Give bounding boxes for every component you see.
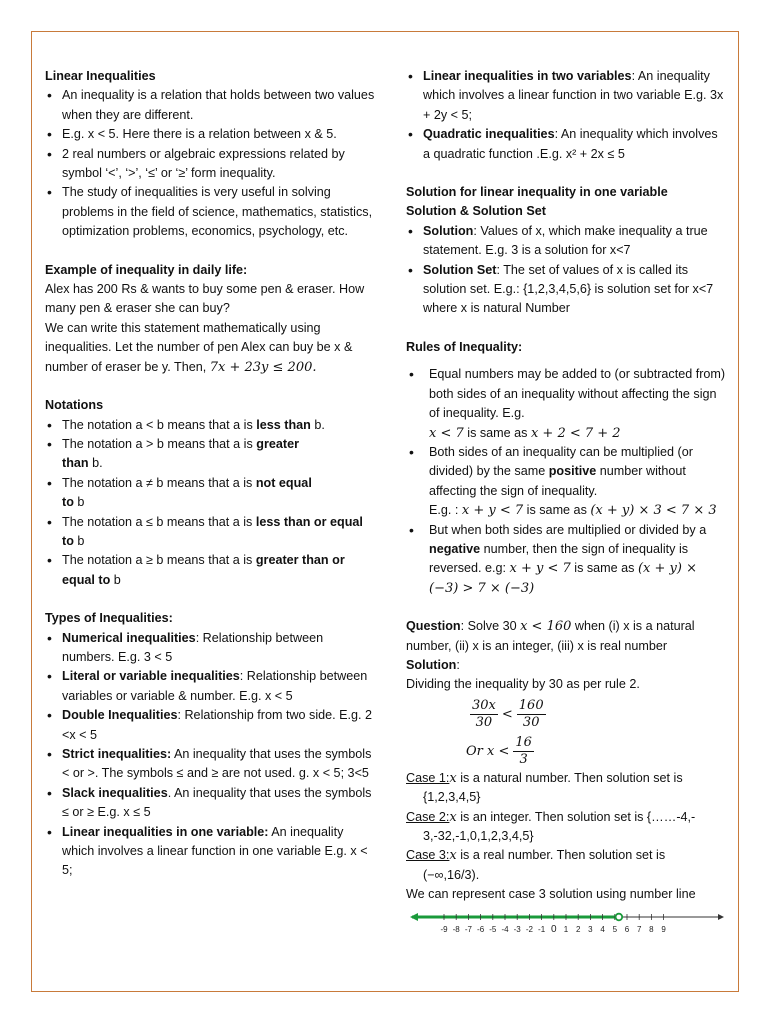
types-title: Types of Inequalities: <box>45 611 173 626</box>
list-item: • Strict inequalities: An inequality that uses the symbols < or >. The symbols ≤ and ≥ are not used. g. x < 5; 3<5 <box>45 745 375 784</box>
arrow-left-icon <box>410 913 418 921</box>
tick-label: -6 <box>477 924 485 934</box>
tick-label: 1 <box>563 924 569 934</box>
list-item: • Numerical inequalities: Relationship between numbers. E.g. 3 < 5 <box>45 629 375 668</box>
tick-label: 2 <box>575 924 581 934</box>
tick-label: 9 <box>661 924 666 934</box>
tick-label: -5 <box>489 924 497 934</box>
tick-label: -8 <box>452 924 460 934</box>
number-line <box>406 909 726 939</box>
case-1: Case 1:x is a natural number. Then solution set is {1,2,3,4,5} <box>406 770 683 805</box>
tick-label: -7 <box>464 924 472 934</box>
example-math: 7x + 23y ≤ 200. <box>209 359 317 375</box>
question-text: Question: Solve 30 x < 160 when (i) x is a natural number, (ii) x is an integer, (iii) x is real number <box>406 619 695 653</box>
list-item: • Solution Set: The set of values of x is called its solution set. E.g.: {1,2,3,4,5,6} is solution set for x<7 where x is natural Number <box>406 261 728 319</box>
fraction: $\frac{16}{3}$ <box>515 735 532 768</box>
tick-label: -1 <box>538 924 546 934</box>
case-2: Case 2:x is an integer. Then solution set is {……-4,- 3,-32,-1,0,1,2,3,4,5} <box>406 809 696 843</box>
represent-text: We can represent case 3 solution using number line <box>406 887 696 902</box>
rules-list <box>406 365 728 598</box>
tick-label: 0 <box>551 923 557 935</box>
list-item: • Quadratic inequalities: An inequality which involves a quadratic function .E.g. x² + 2x ≤ 5 <box>406 125 728 164</box>
tick-label: -4 <box>501 924 509 934</box>
list-item: • Literal or variable inequalities: Relationship between variables or variable & number. E.g. x < 5 <box>45 667 375 706</box>
notations-list <box>45 416 375 591</box>
list-item: • But when both sides are multiplied or divided by a negative number, then the sign of inequality is reversed. e.g: x + y < 7 is same as (x + y) × (−3) > 7 × (−3) <box>406 521 728 599</box>
page-frame <box>31 31 739 992</box>
list-item: • The notation a < b means that a is less than b. <box>45 416 375 435</box>
tick-label: -3 <box>513 924 521 934</box>
tick-label: 6 <box>624 924 630 934</box>
tick-label: -9 <box>440 924 448 934</box>
list-item: • E.g. x < 5. Here there is a relation between x & 5. <box>45 125 375 144</box>
solution-label: Solution: <box>406 657 460 672</box>
example-text-2: We can write this statement mathematically using inequalities. Let the number of pen Alex can buy be x & number of eraser be y. Then, 7x + 23y ≤ 200. <box>45 320 353 375</box>
linear-inequalities-title: Linear Inequalities <box>45 69 156 83</box>
arrow-head-icon <box>718 914 724 920</box>
example-text-1: Alex has 200 Rs & wants to buy some pen & eraser. How many pen & eraser she can buy? <box>45 282 365 316</box>
solution-title-2: Solution & Solution Set <box>406 204 546 219</box>
types-list-continued <box>406 67 728 164</box>
tick-label: 5 <box>612 924 618 934</box>
tick-label: 4 <box>600 924 605 934</box>
list-item: • The notation a ≥ b means that a is greater than or equal to b <box>45 551 375 590</box>
list-item: • An inequality is a relation that holds between two values when they are different. <box>45 86 375 125</box>
list-item: • Linear inequalities in one variable: An inequality which involves a linear function in one variable E.g. x < 5; <box>45 823 375 881</box>
fraction: $\frac{160}{30}$ <box>518 698 544 731</box>
rules-title: Rules of Inequality: <box>406 339 523 354</box>
list-item: • Both sides of an inequality can be multiplied (or divided) by the same positive number without affecting the sign of inequality. E.g. : x + y < 7 is same as (x + y) × 3 < 7 × 3 <box>406 443 728 521</box>
fraction-work: $\frac{30x}{30}$ < $\frac{160}{30}$ Or x < $\frac{16}{3}$ <box>466 698 544 768</box>
linear-inequalities-list <box>45 86 375 241</box>
types-list <box>45 629 375 881</box>
open-circle-marker <box>616 913 623 920</box>
list-item: • Equal numbers may be added to (or subtracted from) both sides of an inequality without affecting the sign of inequality. E.g. x < 7 is same as x + 2 < 7 + 2 <box>406 365 728 443</box>
list-item: • 2 real numbers or algebraic expressions related by symbol ‘<’, ‘>’, ‘≤’ or ‘≥’ form inequality. <box>45 145 375 184</box>
list-item: • The notation a ≤ b means that a is less than or equal to b <box>45 513 375 552</box>
list-item: • The notation a > b means that a is greater than b. <box>45 435 375 474</box>
list-item: • Slack inequalities. An inequality that uses the symbols ≤ or ≥ E.g. x ≤ 5 <box>45 784 375 823</box>
tick-label: 3 <box>588 924 593 934</box>
notations-title: Notations <box>45 398 104 413</box>
divide-text: Dividing the inequality by 30 as per rule 2. <box>406 677 640 692</box>
tick-label: -2 <box>525 924 533 934</box>
solution-title-1: Solution for linear inequality in one variable <box>406 185 668 200</box>
list-item: • Solution: Values of x, which make inequality a true statement. E.g. 3 is a solution for x<7 <box>406 222 728 261</box>
list-item: • Linear inequalities in two variables: An inequality which involves a linear function in two variable E.g. 3x + 2y < 5; <box>406 67 728 125</box>
fraction: $\frac{30x}{30}$ <box>472 698 496 731</box>
left-column <box>45 67 375 881</box>
example-title: Example of inequality in daily life: <box>45 262 248 277</box>
tick-label: 7 <box>636 924 642 934</box>
case-3: Case 3:x is a real number. Then solution set is (−∞,16/3). <box>406 848 666 882</box>
tick-label: 8 <box>649 924 654 934</box>
list-item: • The study of inequalities is very useful in solving problems in the field of science, mathematics, statistics, optimization problems, economics, psychology, etc. <box>45 183 375 241</box>
right-column <box>406 67 728 939</box>
list-item: • The notation a ≠ b means that a is not equal to b <box>45 474 375 513</box>
solution-list <box>406 222 728 319</box>
list-item: • Double Inequalities: Relationship from two side. E.g. 2 <x < 5 <box>45 706 375 745</box>
